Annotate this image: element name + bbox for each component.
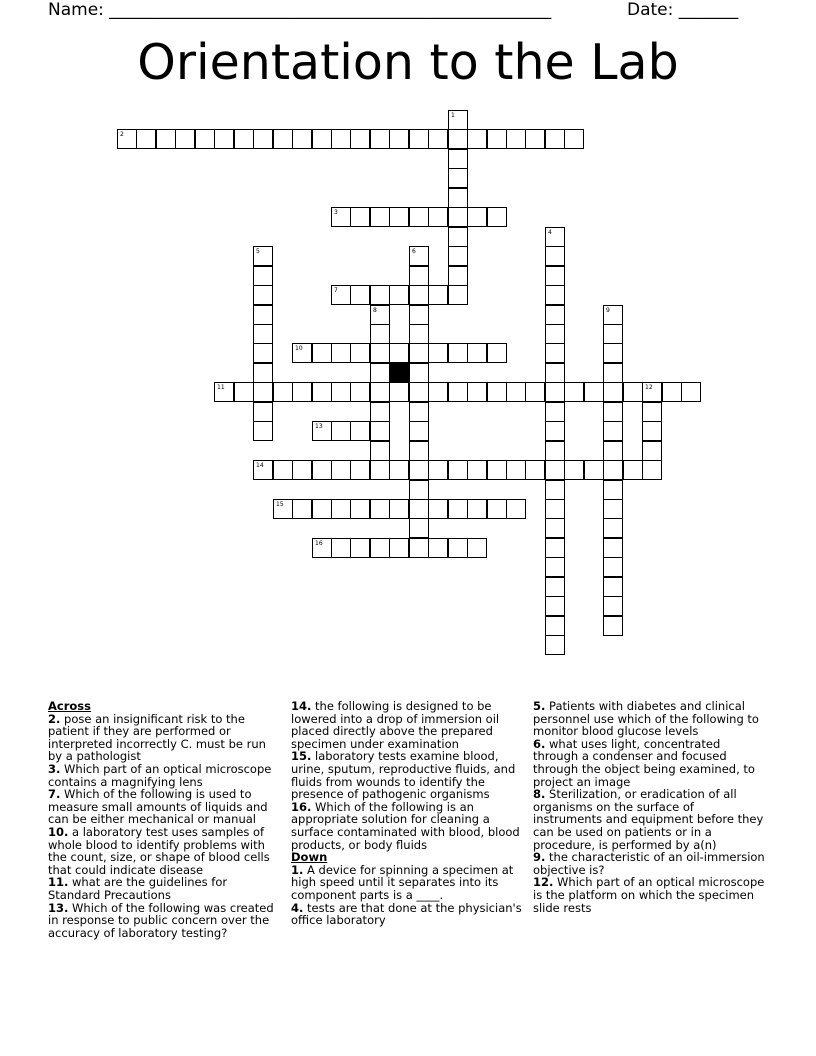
clue-number-label: 3	[334, 209, 338, 216]
crossword-cell[interactable]	[545, 305, 565, 325]
crossword-cell[interactable]	[448, 129, 468, 149]
crossword-cell[interactable]	[545, 596, 565, 616]
crossword-cell[interactable]	[584, 382, 604, 402]
crossword-cell[interactable]	[603, 577, 623, 597]
crossword-cell[interactable]	[545, 441, 565, 461]
clue-column-1	[48, 700, 280, 939]
name-field[interactable]: Name: ____________________________________________________	[48, 0, 552, 20]
crossword-cell[interactable]	[214, 382, 234, 402]
crossword-cell[interactable]	[331, 343, 351, 363]
crossword-cell[interactable]	[350, 460, 370, 480]
crossword-cell[interactable]	[428, 382, 448, 402]
clue-across-10	[48, 826, 280, 876]
clue-number-label: 2	[120, 131, 124, 138]
crossword-cell[interactable]	[312, 460, 332, 480]
crossword-cell[interactable]	[603, 557, 623, 577]
crossword-cell[interactable]	[253, 382, 273, 402]
crossword-cell[interactable]	[584, 460, 604, 480]
crossword-cell[interactable]	[331, 285, 351, 305]
crossword-cell[interactable]	[603, 596, 623, 616]
crossword-cell[interactable]	[603, 363, 623, 383]
crossword-cell[interactable]	[545, 363, 565, 383]
crossword-cell[interactable]	[409, 363, 429, 383]
crossword-cell[interactable]	[234, 382, 254, 402]
crossword-cell[interactable]	[545, 421, 565, 441]
crossword-cell[interactable]	[467, 460, 487, 480]
crossword-cell[interactable]	[487, 129, 507, 149]
crossword-cell[interactable]	[331, 421, 351, 441]
crossword-cell[interactable]	[642, 421, 662, 441]
crossword-cell[interactable]	[389, 343, 409, 363]
clue-number-label: 11	[217, 384, 225, 391]
crossword-cell[interactable]	[389, 538, 409, 558]
clue-number: 7.	[48, 787, 61, 802]
clue-number-label: 4	[548, 229, 552, 236]
crossword-cell[interactable]	[448, 188, 468, 208]
clue-number-label: 9	[606, 307, 610, 314]
crossword-cell[interactable]	[389, 207, 409, 227]
crossword-cell[interactable]	[409, 305, 429, 325]
clue-down-4	[291, 902, 523, 927]
clue-number-label: 8	[373, 307, 377, 314]
crossword-cell[interactable]	[312, 499, 332, 519]
crossword-cell[interactable]	[292, 382, 312, 402]
crossword-cell[interactable]	[603, 324, 623, 344]
crossword-cell[interactable]	[195, 129, 215, 149]
crossword-cell[interactable]	[409, 480, 429, 500]
clue-number: 15.	[291, 749, 312, 764]
crossword-cell[interactable]	[409, 499, 429, 519]
crossword-cell[interactable]	[253, 324, 273, 344]
crossword-cell[interactable]	[331, 207, 351, 227]
clue-number: 13.	[48, 900, 69, 915]
crossword-cell[interactable]	[273, 129, 293, 149]
crossword-cell[interactable]	[467, 499, 487, 519]
crossword-cell[interactable]	[409, 382, 429, 402]
clue-text: Which part of an optical microscope is the platform on which the specimen slide rests	[533, 875, 765, 915]
crossword-cell[interactable]	[487, 499, 507, 519]
clue-number-label: 15	[276, 501, 284, 508]
crossword-cell[interactable]	[564, 382, 584, 402]
clue-number: 6.	[533, 736, 546, 751]
crossword-cell[interactable]	[545, 635, 565, 655]
crossword-cell[interactable]	[253, 363, 273, 383]
crossword-cell[interactable]	[428, 499, 448, 519]
crossword-cell[interactable]	[175, 129, 195, 149]
date-field[interactable]: Date: _______	[627, 0, 739, 20]
crossword-cell[interactable]	[428, 538, 448, 558]
crossword-cell[interactable]	[312, 343, 332, 363]
clue-number: 1.	[291, 862, 304, 877]
crossword-cell[interactable]	[253, 285, 273, 305]
crossword-cell[interactable]	[506, 460, 526, 480]
crossword-cell[interactable]	[253, 129, 273, 149]
clue-down-12	[533, 876, 765, 914]
crossword-cell[interactable]	[545, 266, 565, 286]
crossword-cell[interactable]	[331, 129, 351, 149]
crossword-cell[interactable]	[370, 441, 390, 461]
crossword-cell[interactable]	[370, 129, 390, 149]
crossword-cell[interactable]	[253, 343, 273, 363]
crossword-cell[interactable]	[409, 266, 429, 286]
clue-number: 9.	[533, 850, 546, 865]
crossword-cell[interactable]	[603, 441, 623, 461]
crossword-cell[interactable]	[409, 207, 429, 227]
crossword-cell[interactable]	[312, 538, 332, 558]
crossword-cell[interactable]	[409, 518, 429, 538]
crossword-cell[interactable]	[331, 499, 351, 519]
crossword-cell[interactable]	[448, 246, 468, 266]
clue-number-label: 14	[256, 462, 264, 469]
crossword-cell[interactable]	[312, 129, 332, 149]
crossword-cell[interactable]	[389, 382, 409, 402]
clue-column-2	[291, 700, 523, 927]
crossword-cell[interactable]	[603, 305, 623, 325]
crossword-cell[interactable]	[525, 382, 545, 402]
crossword-cell[interactable]	[428, 129, 448, 149]
crossword-cell[interactable]	[681, 382, 701, 402]
crossword-cell[interactable]	[370, 363, 390, 383]
crossword-cell[interactable]	[409, 343, 429, 363]
crossword-cell[interactable]	[545, 324, 565, 344]
crossword-cell[interactable]	[409, 402, 429, 422]
crossword-cell[interactable]	[350, 285, 370, 305]
crossword-cell[interactable]	[214, 129, 234, 149]
crossword-cell[interactable]	[545, 499, 565, 519]
crossword-cell[interactable]	[545, 382, 565, 402]
crossword-cell[interactable]	[545, 402, 565, 422]
clue-number-label: 10	[295, 345, 303, 352]
clue-number: 12.	[533, 875, 554, 890]
crossword-cell[interactable]	[350, 207, 370, 227]
crossword-cell[interactable]	[525, 129, 545, 149]
crossword-cell[interactable]	[467, 538, 487, 558]
crossword-cell[interactable]	[312, 421, 332, 441]
crossword-cell[interactable]	[370, 285, 390, 305]
crossword-cell[interactable]	[253, 266, 273, 286]
crossword-cell[interactable]	[350, 382, 370, 402]
crossword-cell[interactable]	[487, 460, 507, 480]
clue-number: 11.	[48, 875, 69, 890]
clue-number: 14.	[291, 699, 312, 713]
crossword-cell[interactable]	[603, 538, 623, 558]
crossword-cell[interactable]	[623, 382, 643, 402]
crossword-cell[interactable]	[350, 343, 370, 363]
crossword-cell[interactable]	[117, 129, 137, 149]
across-heading: Across	[48, 699, 91, 713]
crossword-cell[interactable]	[370, 402, 390, 422]
crossword-cell[interactable]	[603, 382, 623, 402]
crossword-cell[interactable]	[603, 518, 623, 538]
crossword-cell[interactable]	[370, 207, 390, 227]
clue-text: Which of the following was created in response to public concern over the accuracy of laboratory testing?	[48, 900, 274, 940]
clue-across-16	[291, 801, 523, 851]
crossword-cell[interactable]	[603, 499, 623, 519]
crossword-cell[interactable]	[253, 402, 273, 422]
crossword-cell[interactable]	[506, 499, 526, 519]
crossword-cell[interactable]	[448, 227, 468, 247]
crossword-cell[interactable]	[331, 382, 351, 402]
clue-text: tests are that done at the physician's office laboratory	[291, 900, 522, 928]
clue-text: Sterilization, or eradication of all organisms on the surface of instruments and equipment before they can be used on patients or in a procedure, is performed by a(n)	[533, 787, 764, 852]
clue-text: Which part of an optical microscope contains a magnifying lens	[48, 761, 272, 789]
crossword-cell[interactable]	[564, 129, 584, 149]
crossword-cell[interactable]	[642, 460, 662, 480]
clue-across-13	[48, 902, 280, 940]
crossword-cell[interactable]	[370, 343, 390, 363]
crossword-cell[interactable]	[448, 149, 468, 169]
crossword-cell[interactable]	[409, 324, 429, 344]
crossword-cell[interactable]	[370, 460, 390, 480]
crossword-cell[interactable]	[389, 460, 409, 480]
crossword-cell[interactable]	[253, 246, 273, 266]
clue-down-6	[533, 738, 765, 788]
crossword-cell[interactable]	[370, 538, 390, 558]
clue-number: 10.	[48, 824, 69, 839]
crossword-cell[interactable]	[545, 227, 565, 247]
crossword-cell[interactable]	[253, 305, 273, 325]
clue-across-14	[291, 700, 523, 750]
crossword-cell[interactable]	[525, 460, 545, 480]
crossword-cell[interactable]	[156, 129, 176, 149]
crossword-cell[interactable]	[331, 538, 351, 558]
clue-across-15	[291, 750, 523, 800]
crossword-cell[interactable]	[448, 207, 468, 227]
clue-number: 8.	[533, 787, 546, 802]
crossword-cell[interactable]	[506, 129, 526, 149]
clue-down-8	[533, 788, 765, 851]
clue-number-label: 7	[334, 287, 338, 294]
crossword-cell[interactable]	[253, 421, 273, 441]
crossword-cell[interactable]	[545, 538, 565, 558]
crossword-cell[interactable]	[331, 460, 351, 480]
crossword-cell[interactable]	[409, 441, 429, 461]
crossword-cell[interactable]	[370, 499, 390, 519]
clue-number: 2.	[48, 711, 61, 726]
crossword-cell[interactable]	[350, 129, 370, 149]
crossword-cell[interactable]	[136, 129, 156, 149]
crossword-cell[interactable]	[409, 285, 429, 305]
crossword-cell[interactable]	[292, 499, 312, 519]
crossword-cell[interactable]	[273, 499, 293, 519]
down-heading: Down	[291, 850, 328, 865]
clue-across-3	[48, 763, 280, 788]
crossword-cell[interactable]	[487, 382, 507, 402]
crossword-cell[interactable]	[506, 382, 526, 402]
crossword-cell[interactable]	[448, 168, 468, 188]
clue-across-7	[48, 788, 280, 826]
crossword-cell[interactable]	[662, 382, 682, 402]
crossword-cell[interactable]	[389, 285, 409, 305]
crossword-cell[interactable]	[487, 207, 507, 227]
crossword-cell[interactable]	[467, 129, 487, 149]
crossword-cell[interactable]	[428, 343, 448, 363]
crossword-cell[interactable]	[487, 343, 507, 363]
crossword-cell[interactable]	[312, 382, 332, 402]
crossword-cell[interactable]	[467, 343, 487, 363]
crossword-cell[interactable]	[448, 266, 468, 286]
crossword-cell[interactable]	[545, 129, 565, 149]
crossword-cell[interactable]	[273, 382, 293, 402]
clue-across-2	[48, 713, 280, 763]
crossword-cell[interactable]	[370, 324, 390, 344]
crossword-cell[interactable]	[467, 382, 487, 402]
clue-number-label: 6	[412, 248, 416, 255]
crossword-cell[interactable]	[292, 129, 312, 149]
crossword-cell[interactable]	[292, 460, 312, 480]
clue-number-label: 16	[315, 540, 323, 547]
crossword-cell[interactable]	[370, 382, 390, 402]
crossword-cell[interactable]	[642, 441, 662, 461]
crossword-cell[interactable]	[428, 207, 448, 227]
crossword-cell[interactable]	[603, 343, 623, 363]
clue-down-5	[533, 700, 765, 738]
crossword-cell[interactable]	[603, 480, 623, 500]
clue-number: 5.	[533, 699, 546, 713]
crossword-cell[interactable]	[389, 129, 409, 149]
crossword-cell[interactable]	[448, 285, 468, 305]
clue-text: what are the guidelines for Standard Precautions	[48, 875, 228, 902]
clue-number-label: 13	[315, 423, 323, 430]
crossword-cell[interactable]	[564, 460, 584, 480]
clue-text: Patients with diabetes and clinical personnel use which of the following to monitor blood glucose levels	[533, 699, 759, 739]
crossword-cell[interactable]	[448, 499, 468, 519]
crossword-cell[interactable]	[448, 538, 468, 558]
crossword-cell[interactable]	[467, 207, 487, 227]
crossword-cell[interactable]	[603, 616, 623, 636]
crossword-cell[interactable]	[409, 246, 429, 266]
crossword-cell[interactable]	[409, 421, 429, 441]
crossword-cell[interactable]	[545, 518, 565, 538]
crossword-cell[interactable]	[545, 246, 565, 266]
crossword-cell[interactable]	[409, 129, 429, 149]
clue-number-label: 12	[645, 384, 653, 391]
clue-number-label: 1	[451, 112, 455, 119]
clue-down-1	[291, 864, 523, 902]
crossword-cell[interactable]	[292, 343, 312, 363]
clue-across-11	[48, 876, 280, 901]
crossword-cell[interactable]	[389, 499, 409, 519]
clue-text: A device for spinning a specimen at high speed until it separates into its component parts is a ____.	[291, 862, 514, 902]
crossword-cell[interactable]	[409, 460, 429, 480]
clue-text: what uses light, concentrated through a condenser and focused through the object being examined, to project an image	[533, 736, 755, 789]
clue-down-9	[533, 851, 765, 876]
clue-column-3	[533, 700, 765, 914]
crossword-cell[interactable]	[350, 421, 370, 441]
crossword-cell[interactable]	[370, 305, 390, 325]
crossword-cell[interactable]	[642, 382, 662, 402]
crossword-cell[interactable]	[545, 343, 565, 363]
crossword-cell[interactable]	[428, 460, 448, 480]
crossword-cell[interactable]	[448, 110, 468, 130]
crossword-cell[interactable]	[350, 538, 370, 558]
clue-number: 16.	[291, 799, 312, 814]
crossword-cell[interactable]	[350, 499, 370, 519]
crossword-cell[interactable]	[234, 129, 254, 149]
crossword-cell[interactable]	[545, 460, 565, 480]
clue-text: Which of the following is an appropriate solution for cleaning a surface contaminated with blood, blood products, or body fluids	[291, 799, 520, 852]
crossword-cell[interactable]	[409, 538, 429, 558]
crossword-cell[interactable]	[642, 402, 662, 422]
crossword-cell[interactable]	[545, 557, 565, 577]
clue-text: Which of the following is used to measure small amounts of liquids and can be either mechanical or manual	[48, 787, 268, 827]
crossword-cell[interactable]	[448, 343, 468, 363]
crossword-cell[interactable]	[545, 616, 565, 636]
clue-number-label: 5	[256, 248, 260, 255]
crossword-cell[interactable]	[428, 285, 448, 305]
crossword-cell[interactable]	[545, 577, 565, 597]
clue-text: the characteristic of an oil-immersion objective is?	[533, 850, 765, 877]
crossword-cell[interactable]	[273, 460, 293, 480]
crossword-cell[interactable]	[448, 460, 468, 480]
crossword-cell[interactable]	[253, 460, 273, 480]
crossword-cell[interactable]	[623, 460, 643, 480]
clue-number: 4.	[291, 900, 304, 915]
crossword-cell[interactable]	[545, 480, 565, 500]
crossword-cell[interactable]	[545, 285, 565, 305]
crossword-cell[interactable]	[603, 460, 623, 480]
clue-text: pose an insignificant risk to the patient if they are performed or interpreted incorrectly C. must be run by a pathologist	[48, 711, 266, 764]
clue-text: a laboratory test uses samples of whole blood to identify problems with the count, size, or shape of blood cells that could indicate disease	[48, 824, 270, 877]
clue-text: the following is designed to be lowered into a drop of immersion oil placed directly above the prepared specimen under examination	[291, 699, 500, 751]
crossword-cell[interactable]	[603, 421, 623, 441]
crossword-cell[interactable]	[370, 421, 390, 441]
crossword-cell[interactable]	[448, 382, 468, 402]
crossword-block-cell	[389, 363, 409, 383]
clue-text: laboratory tests examine blood, urine, sputum, reproductive fluids, and fluids from wounds to identify the presence of pathogenic organisms	[291, 749, 516, 802]
clue-number: 3.	[48, 761, 61, 776]
crossword-cell[interactable]	[603, 402, 623, 422]
page-title: Orientation to the Lab	[137, 34, 679, 91]
